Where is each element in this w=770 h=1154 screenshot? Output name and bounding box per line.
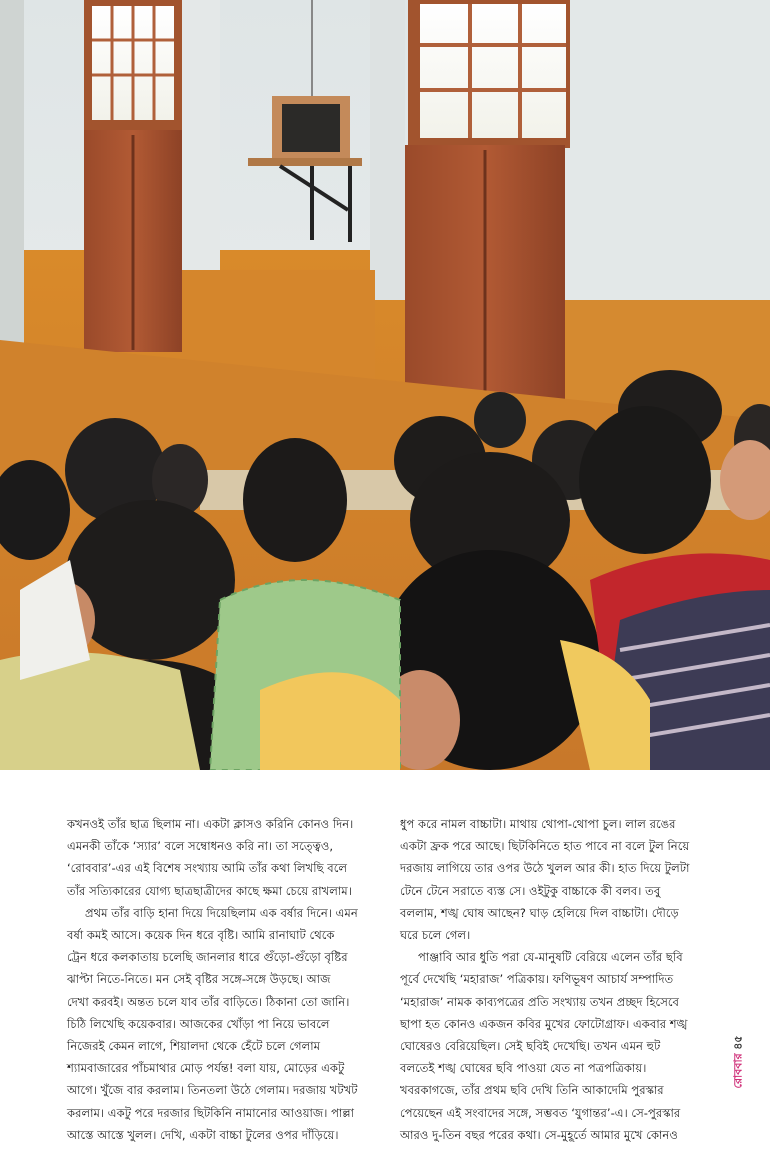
text-line: ঝাপ্টা নিতে-নিতে। মন সেই বৃষ্টির সঙ্গে-সঙ্গে উড়ছে। আজ [67, 972, 331, 987]
text-line: ‘রোববার’-এর এই বিশেষ সংখ্যায় আমি তাঁর কথা লিখছি বলে [67, 861, 348, 876]
magazine-name: রোববার [731, 1053, 745, 1089]
text-line: আস্তে আস্তে খুলল। দেখি, একটা বাচ্চা টুলের ওপর দাঁড়িয়ে। [67, 1127, 339, 1142]
article-column-right [400, 813, 700, 1146]
text-line: ঘোষেরও বেরিয়েছিল। সেই ছবিই দেখেছি। তখন এমন হুট [400, 1039, 661, 1054]
text-line: একটা ফ্রক পরে আছে। ছিটকিনিতে হাত পাবে না বলে টুল নিয়ে [400, 839, 690, 854]
text-line: কখনওই তাঁর ছাত্র ছিলাম না। একটা ক্লাসও করিনি কোনও দিন। [67, 817, 354, 831]
text-line: দরজায় লাগিয়ে তার ওপর উঠে খুলল আর কী। হাত দিয়ে টুলটা [400, 861, 690, 876]
text-line: প্রথম তাঁর বাড়ি হানা দিয়ে দিয়েছিলাম এক বর্ষার দিনে। এমন [85, 905, 358, 920]
text-line: শ্যামবাজারের পাঁচমাথার মোড় পর্যন্ত! বলা যায়, মোড়ের একটু [67, 1061, 345, 1076]
text-line: ধুপ করে নামল বাচ্চাটা। মাথায় থোপা-থোপা চুল। লাল রঙের [400, 817, 676, 831]
text-line: টেনে টেনে সরাতে ব্যস্ত সে। ওইটুকু বাচ্চাকে কী বলব। তবু [400, 883, 661, 898]
text-line: বললাম, শঙ্খ ঘোষ আছেন? ঘাড় হেলিয়ে দিল বাচ্চাটা। দৌড়ে [400, 905, 679, 920]
article-column-left [67, 813, 367, 1146]
text-line: দেখা করবই। অন্তত চলে যাব তাঁর বাড়িতে। ঠিকানা তো জানি। [67, 994, 350, 1009]
text-line: ট্রেন ধরে কলকাতায় চলেছি জানলার ধারে গুঁড়ো-গুঁড়ো বৃষ্টির [67, 950, 348, 965]
text-line: তাঁর সত্যিকারের যোগ্য ছাত্রছাত্রীদের কাছে ক্ষমা চেয়ে রাখলাম। [67, 883, 352, 898]
text-line: আগে। খুঁজে বার করলাম। তিনতলা উঠে গেলাম। দরজায় খটখট [67, 1083, 358, 1098]
text-line: নিজেরই কেমন লাগে, শিয়ালদা থেকে হেঁটে চলে গেলাম [67, 1039, 321, 1054]
text-line: পূর্বে দেখেছি ‘মহারাজ’ পত্রিকায়। ফণিভূষণ আচার্য সম্পাদিত [400, 972, 674, 987]
text-line: বর্ষা কমই আসে। কয়েক দিন ধরে বৃষ্টি। আমি রানাঘাট থেকে [67, 928, 335, 943]
page-folio [724, 980, 746, 1090]
text-line: ছাপা হত কোনও একজন কবির মুখের ফোটোগ্রাফ। একবার শঙ্খ [400, 1016, 688, 1031]
text-line: পেয়েছেন এই সংবাদের সঙ্গে, সম্ভবত ‘যুগান্তর’-এ। সে-পুরস্কার [400, 1105, 681, 1120]
text-line: খবরকাগজে, তাঁর প্রথম ছবি দেখি তিনি আকাদেমি পুরস্কার [400, 1083, 664, 1098]
page-number: ৪৫ [731, 1035, 745, 1050]
text-line: আরও দু-তিন বছর পরের কথা। সে-মুহূর্তে আমার মুখে কোনও [400, 1127, 678, 1142]
text-line: বলতেই শঙ্খ ঘোষের ছবি পাওয়া যেত না পত্রপত্রিকায়। [400, 1061, 647, 1076]
text-line: চিঠি লিখেছি কয়েকবার। আজকের খোঁড়া পা নিয়ে ভাবলে [67, 1016, 330, 1031]
text-line: ঘরে চলে গেল। [400, 928, 471, 943]
text-line: এমনকী তাঁকে ‘স্যার’ বলে সম্বোধনও করি না। তা সত্ত্বেও, [67, 839, 334, 854]
text-line: ‘মহারাজ’ নামক কাব্যপত্রের প্রতি সংখ্যায় তখন প্রচ্ছদ হিসেবে [400, 994, 679, 1009]
text-line: পাঞ্জাবি আর ধুতি পরা যে-মানুষটি বেরিয়ে এলেন তাঁর ছবি [418, 950, 683, 965]
text-line: করলাম। একটু পরে দরজার ছিটকিনি নামানোর আওয়াজ। পাল্লা [67, 1105, 354, 1120]
